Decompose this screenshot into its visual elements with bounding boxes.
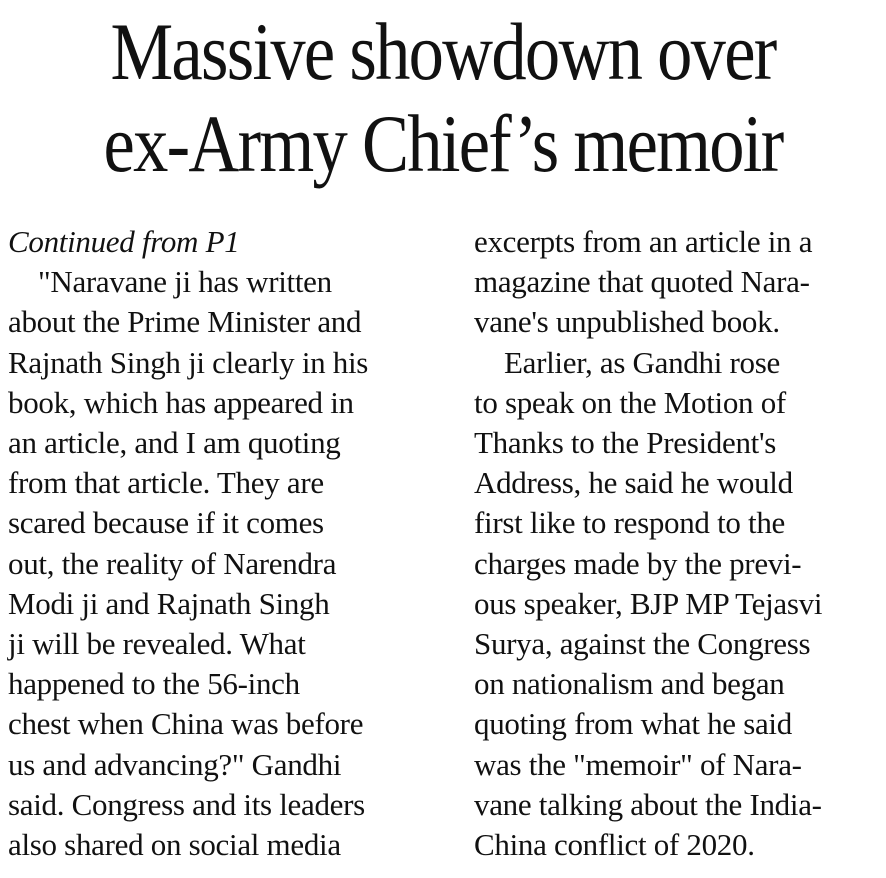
body-text-line: scared because if it comes	[8, 505, 324, 541]
body-text-line: happened to the 56-inch	[8, 666, 300, 702]
body-text-line: out, the reality of Narendra	[8, 545, 337, 581]
body-text-line: Modi ji and Rajnath Singh	[8, 585, 330, 621]
body-text-line: said. Congress and its leaders	[8, 786, 365, 822]
headline-line-1: Massive showdown over	[110, 6, 776, 97]
body-text-line: magazine that quoted Nara-	[474, 264, 810, 300]
body-text-line: excerpts from an article in a	[474, 224, 813, 259]
body-text-line: first like to respond to the	[474, 505, 786, 541]
body-text-line: Thanks to the President's	[474, 425, 777, 461]
body-text-line: us and advancing?" Gandhi	[8, 746, 342, 782]
body-text-line: vane talking about the India-	[474, 786, 822, 822]
body-text-line: an article, and I am quoting	[8, 425, 341, 461]
body-text-line: book, which has appeared in	[8, 384, 354, 420]
headline	[62, 6, 824, 190]
body-text-line: Address, he said he would	[474, 465, 793, 501]
body-text-line: chest when China was before	[8, 706, 364, 742]
body-text-line: on nationalism and began	[474, 666, 785, 702]
body-text-line: charges made by the previ-	[474, 545, 802, 581]
headline-line-2: ex-Army Chief’s memoir	[103, 98, 783, 189]
body-text-line: Earlier, as Gandhi rose	[504, 344, 780, 380]
article-column-right	[474, 222, 884, 865]
body-text-line: to speak on the Motion of	[474, 384, 786, 420]
body-text-line: from that article. They are	[8, 465, 324, 501]
body-text-line: vane's unpublished book.	[474, 304, 780, 340]
body-text-line: Surya, against the Congress	[474, 626, 811, 662]
body-text-line: about the Prime Minister and	[8, 304, 362, 340]
continued-from-note: Continued from P1	[8, 224, 240, 259]
body-text-line: quoting from what he said	[474, 706, 792, 742]
body-text-line: China conflict of 2020.	[474, 827, 755, 863]
body-text-line: was the "memoir" of Nara-	[474, 746, 802, 782]
body-text-line: Rajnath Singh ji clearly in his	[8, 344, 369, 380]
body-text-line: "Naravane ji has written	[38, 264, 332, 300]
body-text-line: ous speaker, BJP MP Tejasvi	[474, 585, 823, 621]
body-text-line: ji will be revealed. What	[8, 626, 306, 662]
body-text-line: also shared on social media	[8, 827, 341, 863]
article-column-left	[8, 222, 438, 865]
